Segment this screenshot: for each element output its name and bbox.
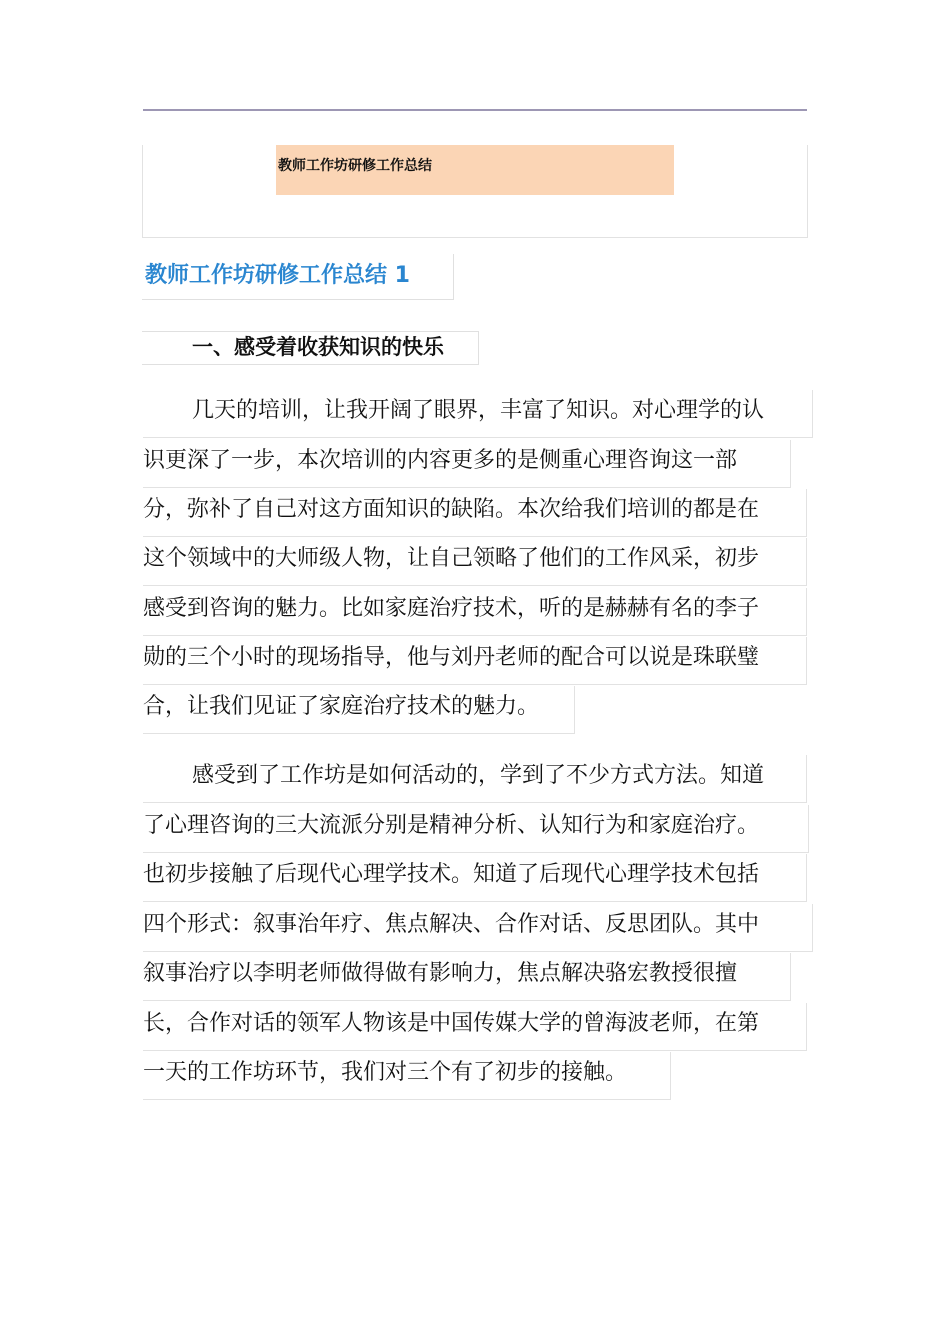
paragraph-line: 了心理咨询的三大流派分别是精神分析、认知行为和家庭治疗。 — [143, 805, 809, 853]
paragraph-line: 也初步接触了后现代心理学技术。知道了后现代心理学技术包括 — [143, 854, 807, 902]
header-title-band: 教师工作坊研修工作总结 — [276, 145, 674, 195]
paragraph-line: 勋的三个小时的现场指导，他与刘丹老师的配合可以说是珠联璧 — [143, 637, 807, 685]
paragraph-line: 叙事治疗以李明老师做得做有影响力，焦点解决骆宏教授很擅 — [143, 953, 791, 1001]
paragraph-line: 感受到咨询的魅力。比如家庭治疗技术，听的是赫赫有名的李子 — [143, 588, 807, 636]
header-rule — [143, 109, 807, 111]
paragraph-line: 这个领域中的大师级人物，让自己领略了他们的工作风采，初步 — [143, 538, 807, 586]
section-heading: 一、感受着收获知识的快乐 — [142, 331, 479, 365]
document-title: 教师工作坊研修工作总结 1 — [142, 254, 454, 300]
paragraph-line: 合，让我们见证了家庭治疗技术的魅力。 — [143, 686, 575, 734]
paragraph-line: 几天的培训，让我开阔了眼界，丰富了知识。对心理学的认 — [143, 390, 813, 438]
paragraph-line: 长，合作对话的领军人物该是中国传媒大学的曾海波老师，在第 — [143, 1003, 807, 1051]
paragraph-line: 识更深了一步，本次培训的内容更多的是侧重心理咨询这一部 — [143, 440, 791, 488]
paragraph-line: 一天的工作坊环节，我们对三个有了初步的接触。 — [143, 1052, 671, 1100]
paragraph-line: 分，弥补了自己对这方面知识的缺陷。本次给我们培训的都是在 — [143, 489, 807, 537]
paragraph-line: 感受到了工作坊是如何活动的，学到了不少方式方法。知道 — [143, 755, 807, 803]
paragraph-line: 四个形式：叙事治年疗、焦点解决、合作对话、反思团队。其中 — [143, 904, 813, 952]
